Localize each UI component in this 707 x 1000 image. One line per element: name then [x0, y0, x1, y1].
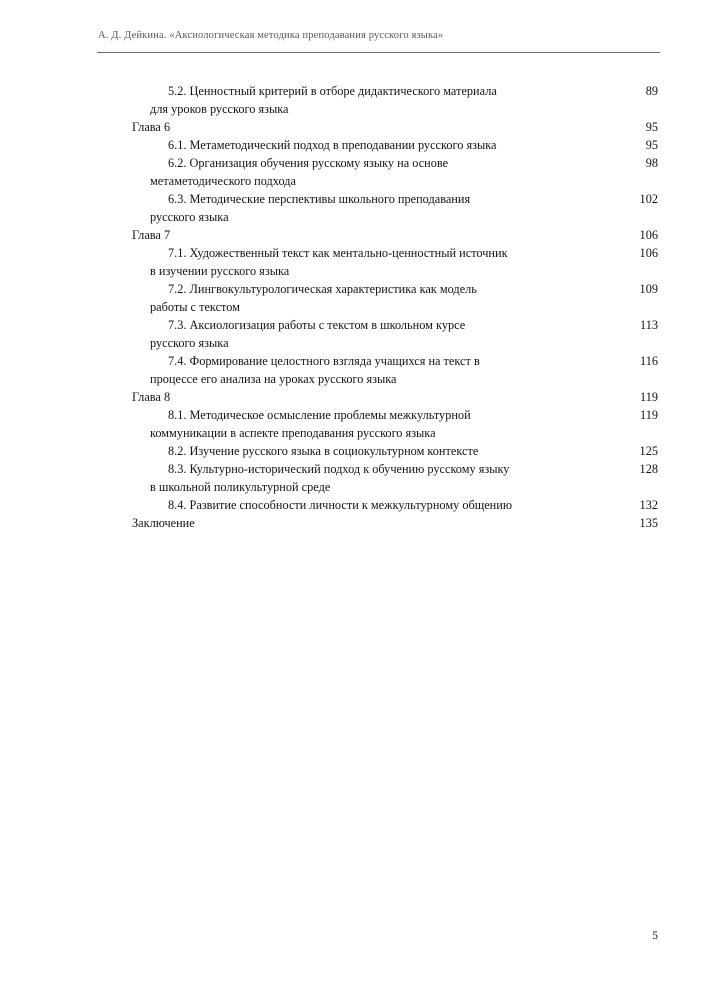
toc-entry-title: 8.3. Культурно-исторический подход к обучению русскому языку: [168, 462, 510, 476]
toc-entry-title: русского языка: [150, 336, 229, 350]
toc-entry: [0, 208, 707, 226]
header-rule: [97, 52, 660, 53]
toc-entry-page-number: 116: [640, 354, 658, 368]
table-of-contents: [0, 82, 707, 532]
toc-entry-page-number: 113: [640, 318, 658, 332]
toc-entry-title: Глава 7: [132, 228, 171, 242]
toc-entry-title: в изучении русского языка: [150, 264, 290, 278]
toc-entry: [0, 262, 707, 280]
toc-entry-title: работы с текстом: [150, 300, 240, 314]
toc-entry: [0, 370, 707, 388]
toc-entry-title: 5.2. Ценностный критерий в отборе дидактического материала: [168, 84, 497, 98]
toc-entry: [0, 280, 707, 298]
toc-entry: [0, 460, 707, 478]
toc-entry: [0, 496, 707, 514]
toc-entry-page-number: 125: [639, 444, 658, 458]
toc-entry-title: 8.2. Изучение русского языка в социокультурном контексте: [168, 444, 479, 458]
toc-entry: [0, 154, 707, 172]
running-head: А. Д. Дейкина. «Аксиологическая методика преподавания русского языка»: [98, 30, 444, 41]
toc-entry-title: метаметодического подхода: [150, 174, 296, 188]
toc-entry-page-number: 95: [645, 138, 658, 152]
toc-entry: [0, 118, 707, 136]
toc-entry-page-number: 109: [639, 282, 658, 296]
toc-entry-title: 8.1. Методическое осмысление проблемы межкультурной: [168, 408, 471, 422]
toc-entry: [0, 424, 707, 442]
toc-entry-title: Глава 6: [132, 120, 171, 134]
toc-entry: [0, 190, 707, 208]
toc-entry-page-number: 106: [639, 228, 658, 242]
toc-entry-title: русского языка: [150, 210, 229, 224]
toc-entry-title: Заключение: [132, 516, 195, 530]
toc-entry-page-number: 95: [645, 120, 658, 134]
toc-entry: [0, 514, 707, 532]
toc-entry: [0, 298, 707, 316]
toc-entry-title: 6.3. Методические перспективы школьного преподавания: [168, 192, 471, 206]
toc-entry-title: 8.4. Развитие способности личности к межкультурному общению: [168, 498, 513, 512]
toc-entry: [0, 226, 707, 244]
toc-entry-title: 7.3. Аксиологизация работы с текстом в школьном курсе: [168, 318, 466, 332]
toc-entry: [0, 136, 707, 154]
toc-entry: [0, 478, 707, 496]
toc-entry-title: коммуникации в аспекте преподавания русского языка: [150, 426, 436, 440]
toc-entry-title: 6.2. Организация обучения русскому языку на основе: [168, 156, 449, 170]
toc-entry-page-number: 102: [639, 192, 658, 206]
toc-entry-page-number: 89: [645, 84, 658, 98]
toc-entry-page-number: 98: [645, 156, 658, 170]
page-number-folio: 5: [652, 930, 658, 942]
toc-entry: [0, 352, 707, 370]
toc-entry-title: Глава 8: [132, 390, 171, 404]
toc-entry-page-number: 128: [639, 462, 658, 476]
toc-entry-title: процессе его анализа на уроках русского языка: [150, 372, 397, 386]
toc-entry-page-number: 132: [639, 498, 658, 512]
toc-entry-title: для уроков русского языка: [150, 102, 289, 116]
toc-entry: [0, 172, 707, 190]
toc-entry: [0, 316, 707, 334]
toc-entry-title: 6.1. Метаметодический подход в преподавании русского языка: [168, 138, 497, 152]
toc-entry: [0, 442, 707, 460]
toc-entry-page-number: 106: [639, 246, 658, 260]
toc-entry-page-number: 119: [640, 408, 658, 422]
toc-entry-page-number: 135: [639, 516, 658, 530]
toc-entry: [0, 334, 707, 352]
toc-entry: [0, 406, 707, 424]
toc-entry-title: 7.4. Формирование целостного взгляда учащихся на текст в: [168, 354, 480, 368]
toc-entry: [0, 388, 707, 406]
toc-entry: [0, 82, 707, 100]
toc-entry-title: в школьной поликультурной среде: [150, 480, 331, 494]
toc-entry-title: 7.1. Художественный текст как ментально-ценностный источник: [168, 246, 508, 260]
toc-entry-page-number: 119: [640, 390, 658, 404]
toc-entry-title: 7.2. Лингвокультурологическая характеристика как модель: [168, 282, 477, 296]
toc-entry: [0, 100, 707, 118]
toc-entry: [0, 244, 707, 262]
